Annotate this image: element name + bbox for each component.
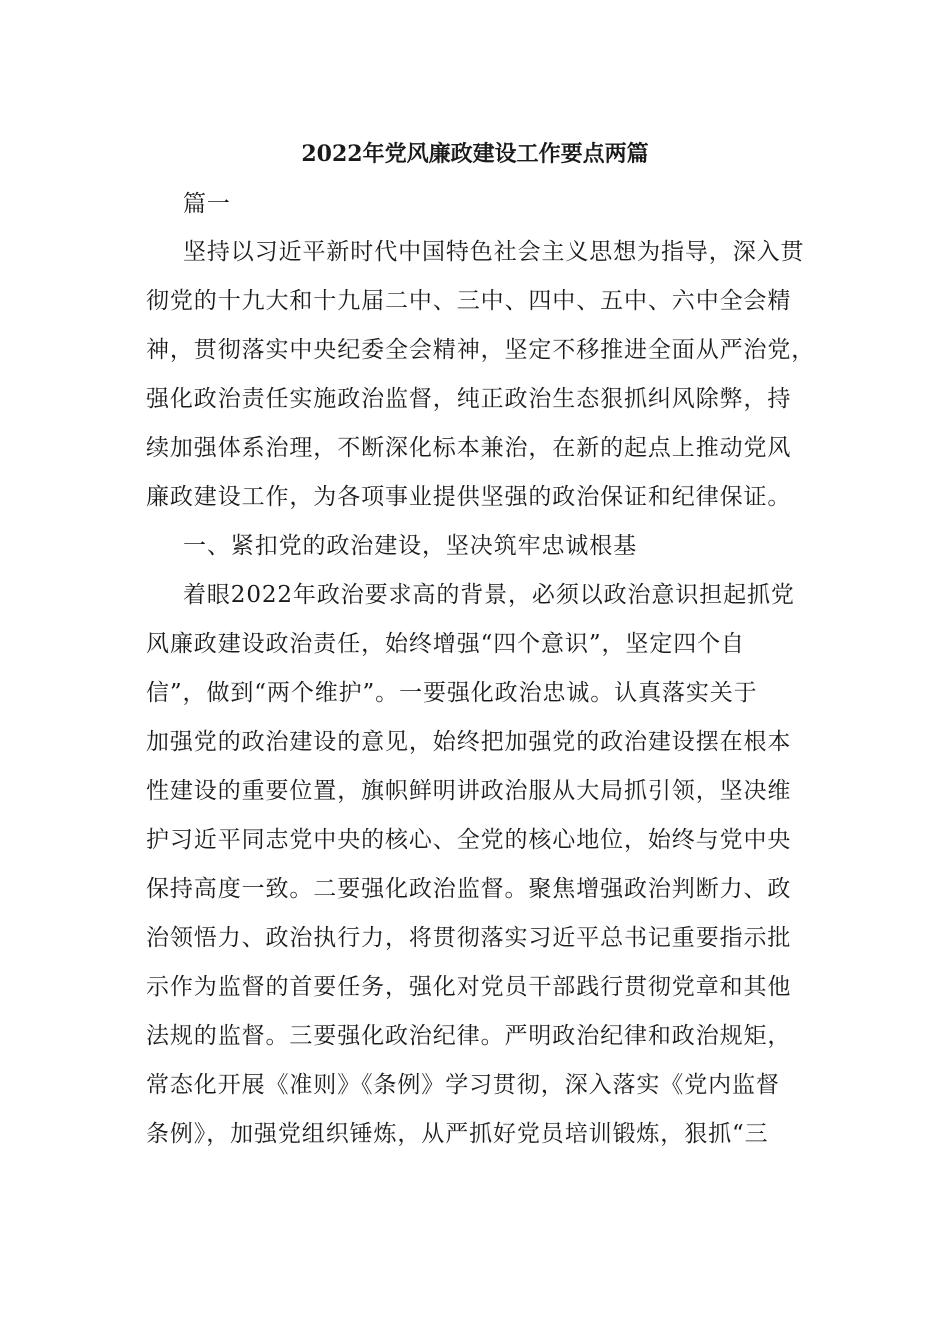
paragraph-line: 常态化开展《准则》《条例》学习贯彻，深入落实《党内监督 xyxy=(146,1072,780,1098)
paragraph-line: 法规的监督。三要强化政治纪律。严明政治纪律和政治规矩， xyxy=(146,1023,792,1049)
paragraph-line: 续加强体系治理，不断深化标本兼治，在新的起点上推动党风 xyxy=(146,435,792,461)
paragraph-line: 条例》，加强党组织锤炼，从严抓好党员培训锻炼，狠抓“三 xyxy=(146,1121,769,1147)
paragraph-line: 强化政治责任实施政治监督，纯正政治生态狠抓纠风除弊，持 xyxy=(146,386,792,412)
paragraph-line: 彻党的十九大和十九届二中、三中、四中、五中、六中全会精 xyxy=(146,288,792,314)
paragraph-line: 加强党的政治建设的意见，始终把加强党的政治建设摆在根本 xyxy=(146,729,792,755)
section-heading: 一、紧扣党的政治建设，坚决筑牢忠诚根基 xyxy=(183,533,638,559)
paragraph-line: 示作为监督的首要任务，强化对党员干部践行贯彻党章和其他 xyxy=(146,974,792,1000)
paragraph-line: 护习近平同志党中央的核心、全党的核心地位，始终与党中央 xyxy=(146,827,792,853)
paragraph-line: 着眼2022年政治要求高的背景，必须以政治意识担起抓党 xyxy=(183,582,795,608)
document-title: 2022年党风廉政建设工作要点两篇 xyxy=(301,141,649,167)
paragraph-line: 神，贯彻落实中央纪委全会精神，坚定不移推进全面从严治党， xyxy=(146,337,816,363)
paragraph-line: 性建设的重要位置，旗帜鲜明讲政治服从大局抓引领，坚决维 xyxy=(146,778,792,804)
paragraph-line: 坚持以习近平新时代中国特色社会主义思想为指导，深入贯 xyxy=(183,239,805,265)
paragraph-line: 风廉政建设政治责任，始终增强“四个意识”，坚定四个自 xyxy=(146,631,745,657)
paragraph-line: 治领悟力、政治执行力，将贯彻落实习近平总书记重要指示批 xyxy=(146,925,792,951)
paragraph-line: 保持高度一致。二要强化政治监督。聚焦增强政治判断力、政 xyxy=(146,876,792,902)
section-label: 篇一 xyxy=(183,191,231,217)
paragraph-line: 廉政建设工作，为各项事业提供坚强的政治保证和纪律保证。 xyxy=(146,484,792,510)
paragraph-line: 信”，做到“两个维护”。一要强化政治忠诚。认真落实关于 xyxy=(146,680,758,706)
